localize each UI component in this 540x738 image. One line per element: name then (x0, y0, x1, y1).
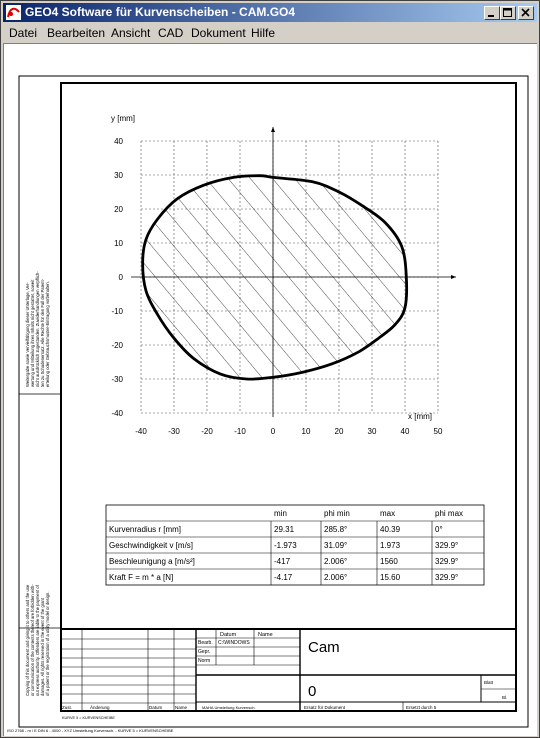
ersatz-durch-label: Ersetzt durch 5 (406, 705, 437, 710)
datum-header: Datum (220, 632, 237, 638)
table-header-cell: max (380, 509, 396, 518)
norm-label: Norm (198, 658, 211, 664)
gepr-label: Gepr. (198, 649, 211, 655)
table-cell: 29.31 (274, 525, 295, 534)
footer-note: ISO 2768 - m / E DIN 6 - 4000 - XYZ Umstellung Kurvensch. - KURVE 5 = KURVENSCHEIBE (7, 728, 174, 733)
rev-datum-label: Datum (149, 705, 163, 710)
menu-cad[interactable]: CAD (158, 26, 184, 40)
menu-bar (3, 23, 537, 42)
menu-dokument[interactable]: Dokument (191, 26, 246, 40)
bearb-value: C:\WINDOWS (218, 640, 250, 646)
table-header-cell: phi min (324, 509, 350, 518)
table-cell: -1.973 (274, 541, 297, 550)
title-block (61, 629, 516, 720)
blatt-label: Blatt (484, 680, 494, 685)
x-axis-label: x [mm] (408, 412, 432, 421)
sub-note: KURVE 5 = KURVENSCHEIBE (62, 716, 115, 720)
menu-datei[interactable]: Datei (9, 26, 38, 40)
margin-note-de: Weitergabe sowie Vervielfältigung dieser Unterlage, Ver- wertung und Mitteilung ihres Inhalts nicht gestattet, soweit nicht ausdrücklich zugestanden. Zuwiderhandlungen verpflich- ten zu Schadenersatz. Alle Rechte für den Fall der Patent- erteilung oder Gebrauchsmuster-Eintragung vorbehalten. (25, 271, 50, 387)
menu-bearbeiten[interactable]: Bearbeiten (47, 26, 106, 40)
table-cell: 329.9° (435, 541, 459, 550)
minimize-button[interactable] (484, 6, 500, 20)
table-cell: 1.973 (380, 541, 401, 550)
table-cell: 31.09° (324, 541, 348, 550)
rev-aenderung-label: Änderung (90, 705, 110, 710)
margin-note-en: Copying of this document and giving it to others and the use or communication of the contents thereof are forbidden with- out express authority. Offenders are liable to the payment of damages. All rights reserved in the event of the grant of a patent or the registration of a utility model or design. (25, 584, 50, 696)
y-tick-label: 40 (114, 137, 123, 146)
table-cell: 2.006° (324, 573, 348, 582)
y-tick-label: -10 (111, 307, 123, 316)
maximize-icon (503, 8, 513, 18)
y-tick-label: 20 (114, 205, 123, 214)
close-icon (521, 8, 531, 18)
y-axis-label: y [mm] (111, 114, 135, 123)
menu-hilfe[interactable]: Hilfe (251, 26, 276, 40)
x-tick-label: 40 (400, 427, 410, 436)
x-axis-arrow (451, 275, 456, 279)
name-header: Name (258, 632, 273, 638)
x-tick-label: -20 (201, 427, 213, 436)
document-area[interactable] (3, 43, 537, 736)
app-curve-icon (6, 5, 21, 20)
cam-values-table (106, 505, 484, 585)
y-tick-label: 10 (114, 239, 123, 248)
x-tick-label: -10 (234, 427, 246, 436)
x-tick-label: 50 (433, 427, 443, 436)
cam-profile-chart (111, 114, 456, 436)
origin-note: MAHA Umstellung Kurvensch. (202, 705, 256, 710)
sheet-inner-frame (61, 83, 516, 711)
table-cell: 1560 (380, 557, 398, 566)
x-tick-label: 30 (367, 427, 377, 436)
minimize-icon (487, 8, 497, 18)
bl-label: Bl. (502, 695, 508, 700)
table-cell: 40.39 (380, 525, 401, 534)
ersatz-fuer-label: Ersatz für Dokument (304, 705, 346, 710)
window-title: GEO4 Software für Kurvenscheiben - CAM.GO4 (25, 5, 296, 19)
table-cell: -417 (274, 557, 291, 566)
table-header-cell: min (274, 509, 287, 518)
drawing-sheet (4, 44, 538, 737)
table-header-cell: phi max (435, 509, 464, 518)
rev-name-label: Name (175, 705, 188, 710)
drawing-number: 0 (308, 683, 317, 700)
table-cell: 285.8° (324, 525, 348, 534)
table-cell: Kraft F = m * a [N] (109, 573, 174, 582)
x-tick-label: 20 (334, 427, 344, 436)
table-cell: -4.17 (274, 573, 293, 582)
x-tick-label: -30 (168, 427, 180, 436)
menu-ansicht[interactable]: Ansicht (111, 26, 151, 40)
bearb-label: Bearb. (198, 640, 213, 646)
title-bar[interactable] (3, 3, 537, 22)
table-cell: 329.9° (435, 573, 459, 582)
x-tick-label: -40 (135, 427, 147, 436)
y-tick-label: 0 (118, 273, 123, 282)
table-cell: 0° (435, 525, 443, 534)
y-tick-label: -40 (111, 409, 123, 418)
table-cell: Geschwindigkeit v [m/s] (109, 541, 194, 550)
x-tick-label: 0 (270, 427, 276, 436)
drawing-title: Cam (308, 639, 340, 656)
y-tick-label: 30 (114, 171, 123, 180)
maximize-button[interactable] (500, 6, 516, 20)
y-tick-label: -20 (111, 341, 123, 350)
table-cell: Beschleunigung a [m/s²] (109, 557, 195, 566)
table-cell: 2.006° (324, 557, 348, 566)
y-tick-label: -30 (111, 375, 123, 384)
table-cell: 15.60 (380, 573, 401, 582)
close-button[interactable] (518, 6, 534, 20)
y-axis-arrow (271, 127, 275, 132)
rev-zust-label: Zust. (62, 705, 73, 710)
table-cell: 329.9° (435, 557, 459, 566)
table-cell: Kurvenradius r [mm] (109, 525, 182, 534)
x-tick-label: 10 (301, 427, 311, 436)
